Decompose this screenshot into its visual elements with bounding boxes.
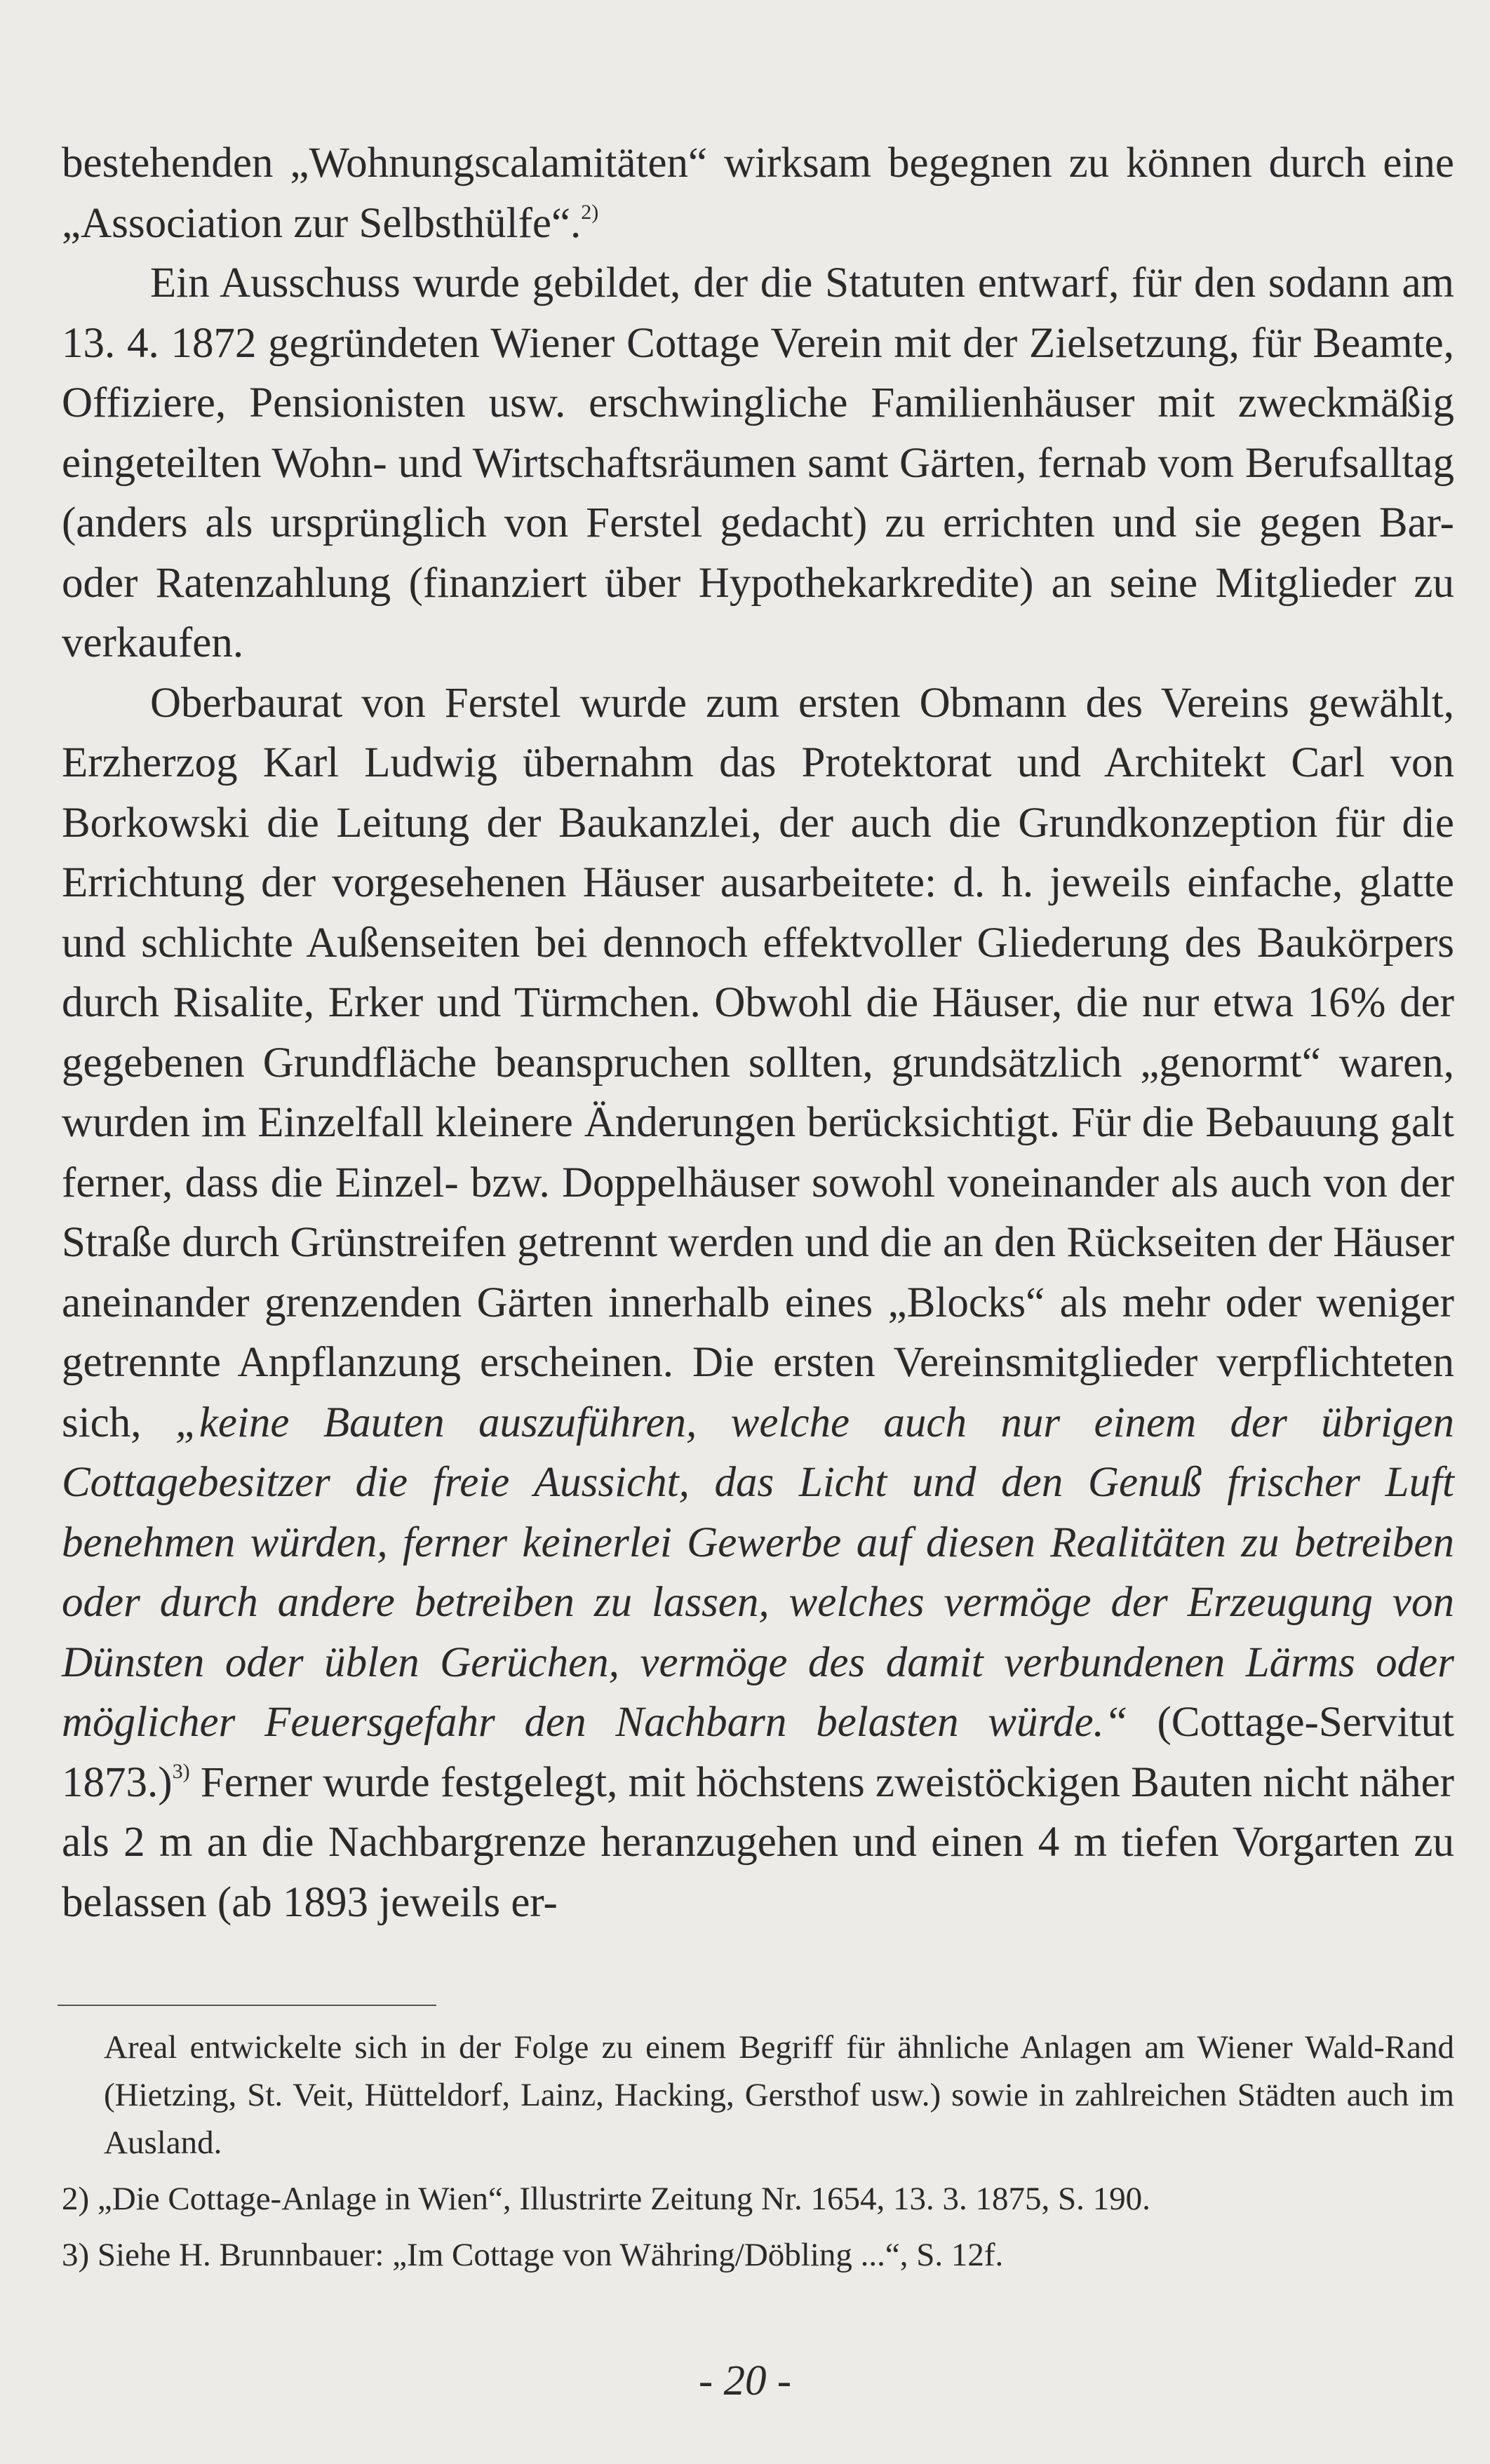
footnote-ref-2: 2) [581,200,599,224]
paragraph-2 [62,253,1454,673]
paragraph-3-continuation: Ferner wurde festgelegt, mit höchstens zweistöckigen Bauten nicht näher als 2 m an die Nachbargrenze heranzugehen und einen 4 m tiefen Vorgarten zu belassen (ab 1893 jeweils er- [62,1758,1454,1926]
servitut-quotation: „keine Bauten auszuführen, welche auch nur einem der übrigen Cottagebesitzer die freie Aussicht, das Licht und den Genuß frischer Luft benehmen würden, ferner keinerlei Gewerbe auf diesen Realitäten zu betreiben oder durch andere betreiben zu lassen, welches vermöge der Erzeugung von Dünsten oder üblen Gerüchen, vermöge des damit verbundenen Lärms oder möglicher Feuersgefahr den Nachbarn belasten würde.“ [62,1399,1454,1746]
footnote-separator [58,2005,436,2006]
paragraph-1 [62,133,1454,253]
main-text [62,133,1454,1932]
footnotes [62,2024,1454,2279]
servitut-citation: (Cottage-Servitut 1873.) [62,1699,1455,1806]
paragraph-1-text: bestehenden „Wohnungscalamitäten“ wirksam begegnen zu können durch eine „Association zur Selbsthülfe“. [62,140,1454,247]
paragraph-3 [62,673,1454,1933]
footnote-ref-3: 3) [172,1759,190,1783]
footnote-2: 2) „Die Cottage-Anlage in Wien“, Illustrirte Zeitung Nr. 1654, 13. 3. 1875, S. 190. [62,2181,1150,2217]
paragraph-3-text: Oberbaurat von Ferstel wurde zum ersten Obmann des Vereins gewählt, Erzherzog Karl Ludwig übernahm das Protektorat und Architekt Carl von Borkowski die Leitung der Baukanzlei, der auch die Grundkonzeption für die Errichtung der vorgesehenen Häuser ausarbeitete: d. h. jeweils einfache, glatte und schlichte Außenseiten bei dennoch effektvoller Gliederung des Baukörpers durch Risalite, Erker und Türmchen. Obwohl die Häuser, die nur etwa 16% der gegebenen Grundfläche beanspruchen sollten, grundsätzlich „genormt“ waren, wurden im Einzelfall kleinere Änderungen berücksichtigt. Für die Bebauung galt ferner, dass die Einzel- bzw. Doppelhäuser sowohl voneinander als auch von der Straße durch Grünstreifen getrennt werden und die an den Rückseiten der Häuser aneinander grenzenden Gärten innerhalb eines „Blocks“ als mehr oder weniger getrennte Anpflanzung erscheinen. Die ersten Vereinsmitglieder verpflichteten sich, [62,679,1454,1446]
page-number: - 20 - [698,2357,792,2404]
paragraph-2-text: Ein Ausschuss wurde gebildet, der die Statuten entwarf, für den sodann am 13. 4. 1872 gegründeten Wiener Cottage Verein mit der Zielsetzung, für Beamte, Offiziere, Pensionisten usw. erschwingliche Familienhäuser mit zweckmäßig eingeteilten Wohn- und Wirtschaftsräumen samt Gärten, fernab vom Berufsalltag (anders als ursprünglich von Ferstel gedacht) zu errichten und sie gegen Bar- oder Ratenzahlung (finanziert über Hypothekarkredite) an seine Mitglieder zu verkaufen. [62,260,1454,666]
footnote-continuation: Areal entwickelte sich in der Folge zu einem Begriff für ähnliche Anlagen am Wiener Wald-Rand (Hietzing, St. Veit, Hütteldorf, Lainz, Hacking, Gersthof usw.) sowie in zahlreichen Städten auch im Ausland. [104,2029,1454,2161]
footnote-3: 3) Siehe H. Brunnbauer: „Im Cottage von Währing/Döbling ...“, S. 12f. [62,2237,1004,2273]
